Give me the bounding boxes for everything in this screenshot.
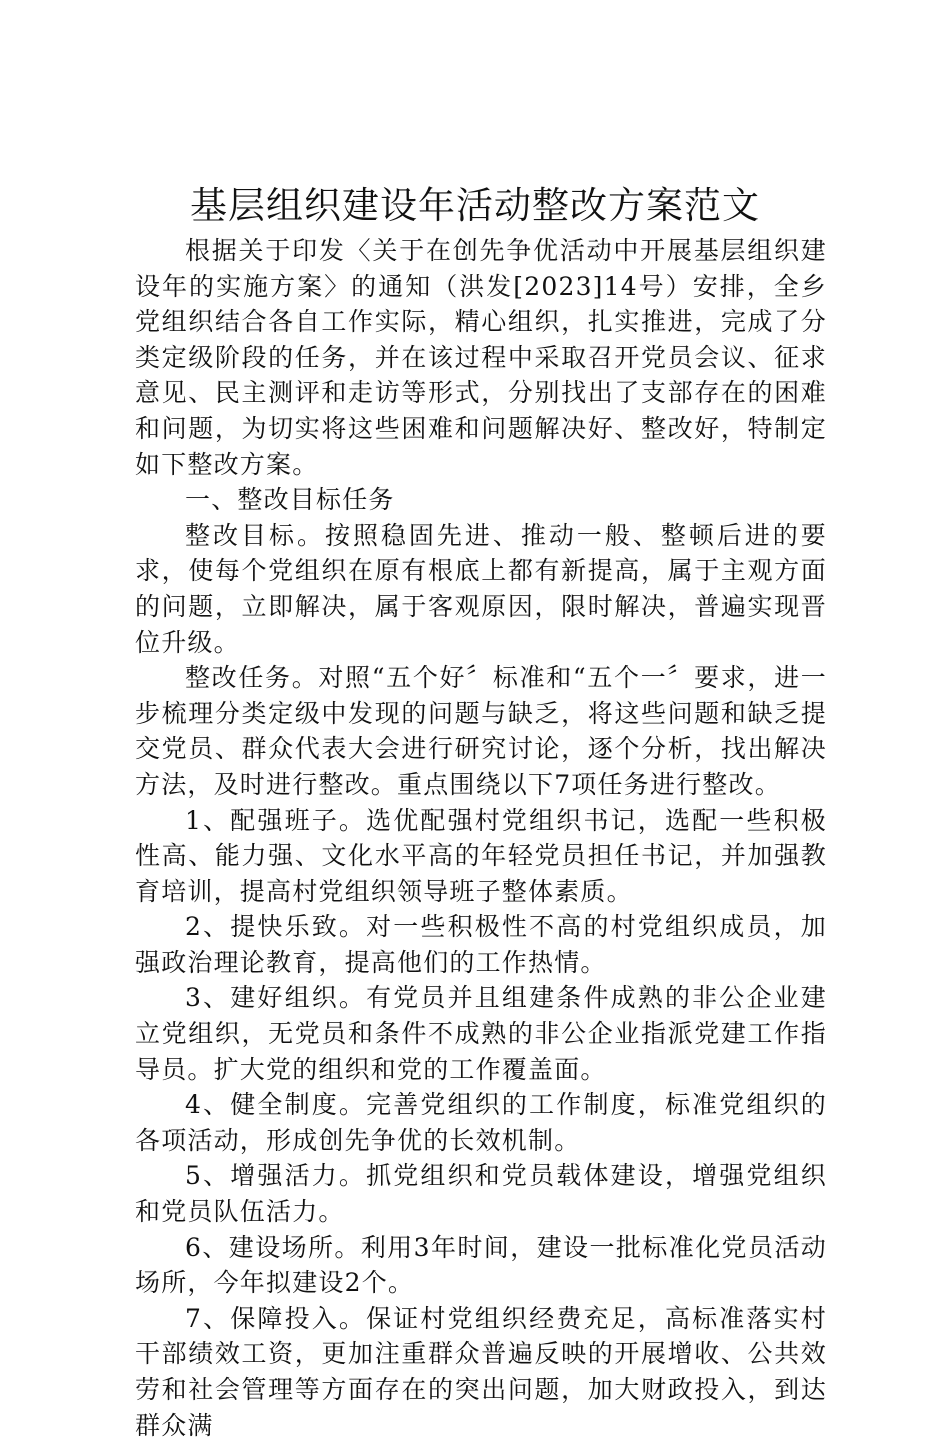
paragraph-item-3: 3、建好组织。有党员并且组建条件成熟的非公企业建立党组织，无党员和条件不成熟的非公企业指派党建工作指导员。扩大党的组织和党的工作覆盖面。 bbox=[135, 983, 827, 1084]
document-body bbox=[135, 233, 827, 1443]
paragraph-goal: 整改目标。按照稳固先进、推动一般、整顿后进的要求，使每个党组织在原有根底上都有新提高，属于主观方面的问题，立即解决，属于客观原因，限时解决，普遍实现晋位升级。 bbox=[135, 520, 827, 657]
paragraph-item-2: 2、提快乐致。对一些积极性不高的村党组织成员，加强政治理论教育，提高他们的工作热情。 bbox=[135, 912, 827, 977]
document-title: 基层组织建设年活动整改方案范文 bbox=[190, 184, 760, 227]
section-heading-goals: 一、整改目标任务 bbox=[185, 485, 395, 515]
paragraph-intro: 根据关于印发〈关于在创先争优活动中开展基层组织建设年的实施方案〉的通知（洪发[2023]14号）安排，全乡党组织结合各自工作实际，精心组织，扎实推进，完成了分类定级阶段的任务，并在该过程中采取召开党员会议、征求意见、民主测评和走访等形式，分别找出了支部存在的困难和问题，为切实将这些困难和问题解决好、整改好，特制定如下整改方案。 bbox=[135, 236, 827, 479]
paragraph-item-6: 6、建设场所。利用3年时间，建设一批标准化党员活动场所，今年拟建设2个。 bbox=[135, 1232, 827, 1298]
paragraph-item-7: 7、保障投入。保证村党组织经费充足，高标准落实村干部绩效工资，更加注重群众普遍反映的开展增收、公共效劳和社会管理等方面存在的突出问题，加大财政投入，到达群众满 bbox=[135, 1303, 827, 1440]
paragraph-tasks: 整改任务。对照“五个好〞标准和“五个一〞要求，进一步梳理分类定级中发现的问题与缺乏，将这些问题和缺乏提交党员、群众代表大会进行研究讨论，逐个分析，找出解决方法，及时进行整改。重点围绕以下7项任务进行整改。 bbox=[135, 663, 827, 799]
paragraph-item-5: 5、增强活力。抓党组织和党员载体建设，增强党组织和党员队伍活力。 bbox=[135, 1161, 827, 1227]
paragraph-item-4: 4、健全制度。完善党组织的工作制度，标准党组织的各项活动，形成创先争优的长效机制。 bbox=[135, 1090, 827, 1155]
paragraph-item-1: 1、配强班子。选优配强村党组织书记，选配一些积极性高、能力强、文化水平高的年轻党员担任书记，并加强教育培训，提高村党组织领导班子整体素质。 bbox=[135, 805, 827, 906]
